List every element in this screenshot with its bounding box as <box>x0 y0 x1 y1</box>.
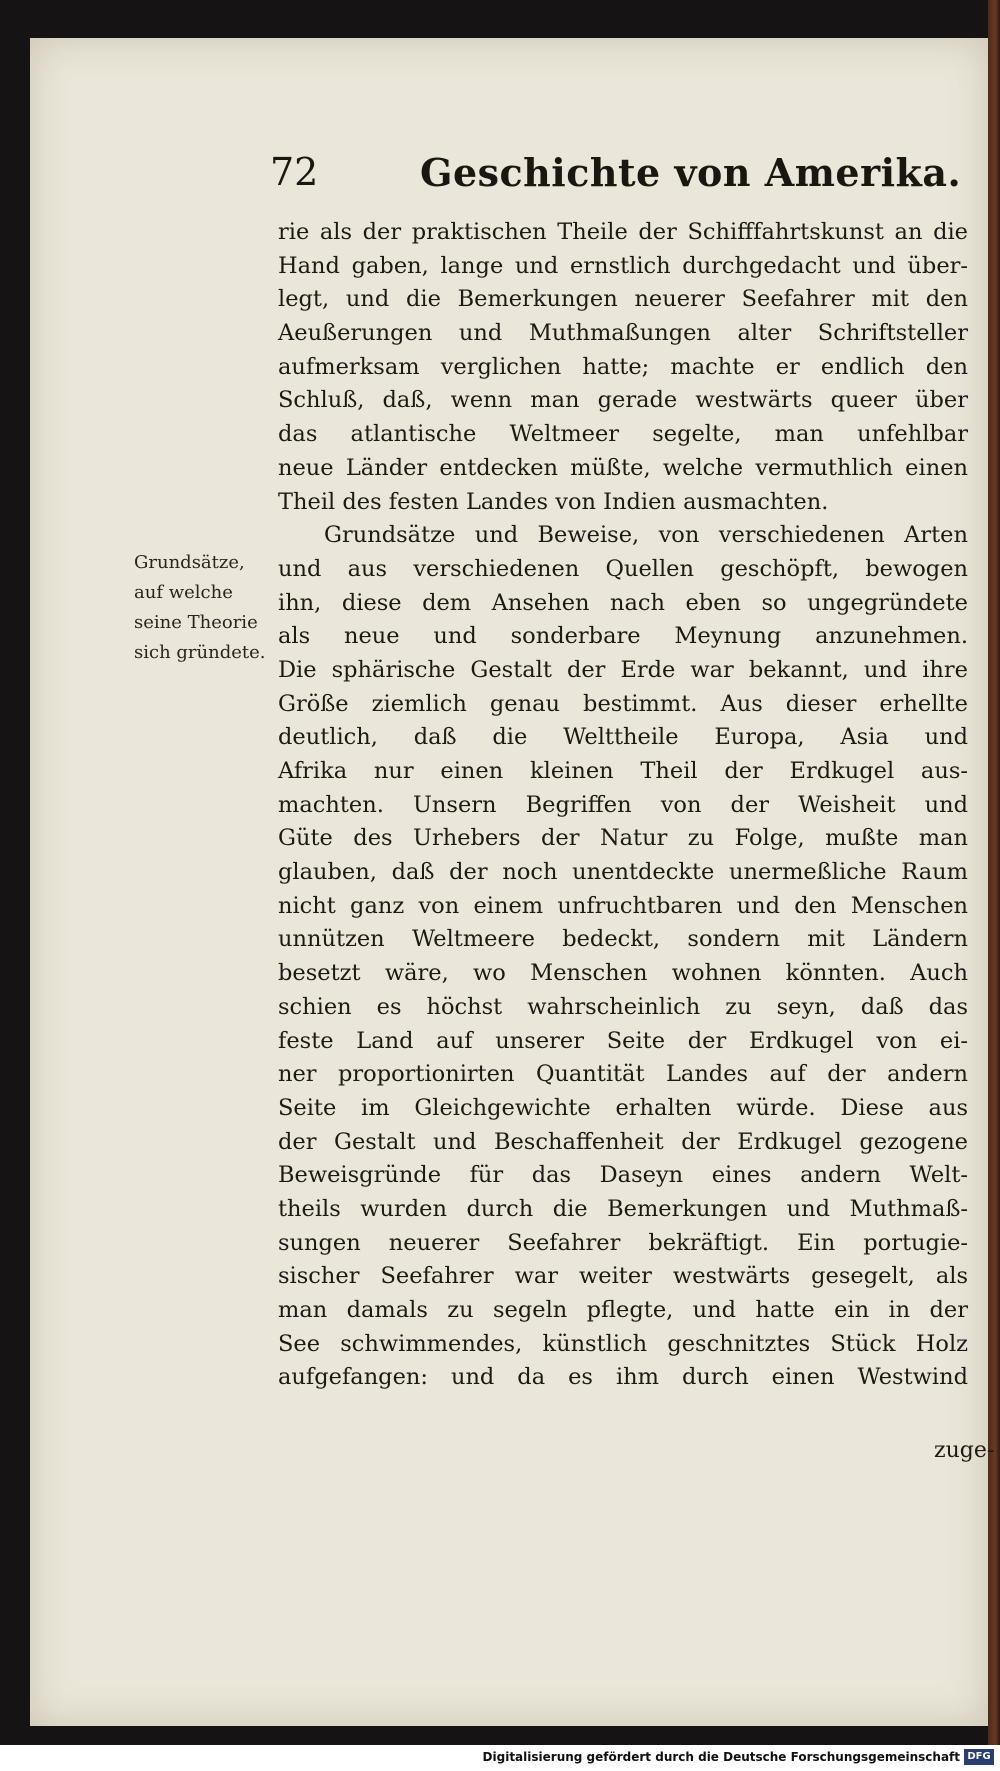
body-text <box>278 216 968 1395</box>
text-line: besetzt wäre, wo Menschen wohnen könnten. Auch <box>278 960 968 987</box>
dfg-logo-icon: DFG <box>964 1749 994 1765</box>
text-line: Güte des Urhebers der Natur zu Folge, mußte man <box>278 825 968 852</box>
text-line: schien es höchst wahrscheinlich zu seyn, daß das <box>278 993 968 1020</box>
text-line: ner proportionirten Quantität Landes auf der andern <box>278 1061 968 1088</box>
marginal-note-line: seine Theorie <box>134 612 258 633</box>
text-line: der Gestalt und Beschaffenheit der Erdkugel gezogene <box>278 1128 968 1155</box>
text-line: Grundsätze und Beweise, von verschiedenen Arten <box>324 522 968 549</box>
text-line: deutlich, daß die Welttheile Europa, Asia und <box>278 724 968 751</box>
marginal-note <box>134 548 294 668</box>
footer-bar <box>0 1745 1000 1771</box>
text-line: Seite im Gleichgewichte erhalten würde. Diese aus <box>278 1094 968 1121</box>
text-line: aufmerksam verglichen hatte; machte er endlich den <box>278 353 968 380</box>
text-line: als neue und sonderbare Meynung anzunehmen. <box>278 623 968 650</box>
text-line: Größe ziemlich genau bestimmt. Aus dieser erhellte <box>278 690 968 717</box>
text-line: Schluß, daß, wenn man gerade westwärts queer über <box>278 387 968 414</box>
text-line: das atlantische Weltmeer segelte, man unfehlbar <box>278 421 968 448</box>
text-line: theils wurden durch die Bemerkungen und Muthmaß- <box>278 1195 968 1222</box>
digitization-credit: Digitalisierung gefördert durch die Deutsche Forschungsgemeinschaft <box>482 1750 960 1764</box>
text-line: neue Länder entdecken müßte, welche vermuthlich einen <box>278 454 968 481</box>
book-edge <box>988 0 1000 1745</box>
text-line: rie als der praktischen Theile der Schifffahrtskunst an die <box>278 219 968 245</box>
text-line: sungen neuerer Seefahrer bekräftigt. Ein portugie- <box>278 1229 968 1256</box>
text-line: aufgefangen: und da es ihm durch einen Westwind <box>278 1364 968 1391</box>
text-line: machten. Unsern Begriffen von der Weisheit und <box>278 791 968 818</box>
text-line: und aus verschiedenen Quellen geschöpft, bewogen <box>278 555 968 582</box>
text-line: man damals zu segeln pflegte, und hatte ein in der <box>278 1297 968 1323</box>
text-line: nicht ganz von einem unfruchtbaren und den Menschen <box>278 892 968 919</box>
text-line: Die sphärische Gestalt der Erde war bekannt, und ihre <box>278 656 968 683</box>
text-line: unnützen Weltmeere bedeckt, sondern mit Ländern <box>278 926 968 953</box>
text-line: See schwimmendes, künstlich geschnitztes Stück Holz <box>278 1330 968 1357</box>
marginal-note-line: sich gründete. <box>134 642 266 663</box>
book-page <box>30 38 995 1726</box>
page-number: 72 <box>270 150 319 194</box>
text-line: Beweisgründe für das Daseyn eines andern Welt- <box>278 1162 968 1189</box>
marginal-note-line: auf welche <box>134 582 233 603</box>
page-header <box>30 150 988 210</box>
marginal-note-line: Grundsätze, <box>134 552 245 573</box>
text-line: Theil des festen Landes von Indien ausmachten. <box>278 488 829 515</box>
text-line: Afrika nur einen kleinen Theil der Erdkugel aus- <box>278 758 968 784</box>
text-line: feste Land auf unserer Seite der Erdkugel von ei- <box>278 1027 968 1054</box>
text-line: glauben, daß der noch unentdeckte unermeßliche Raum <box>278 859 968 886</box>
text-line: Aeußerungen und Muthmaßungen alter Schriftsteller <box>278 320 968 347</box>
text-line: sischer Seefahrer war weiter westwärts gesegelt, als <box>278 1263 968 1290</box>
text-line: ihn, diese dem Ansehen nach eben so ungegründete <box>278 589 968 616</box>
running-title: Geschichte von Amerika. <box>420 150 962 195</box>
catchword: zuge- <box>934 1438 995 1463</box>
text-line: legt, und die Bemerkungen neuerer Seefahrer mit den <box>278 286 968 313</box>
text-line: Hand gaben, lange und ernstlich durchgedacht und über- <box>278 252 968 279</box>
